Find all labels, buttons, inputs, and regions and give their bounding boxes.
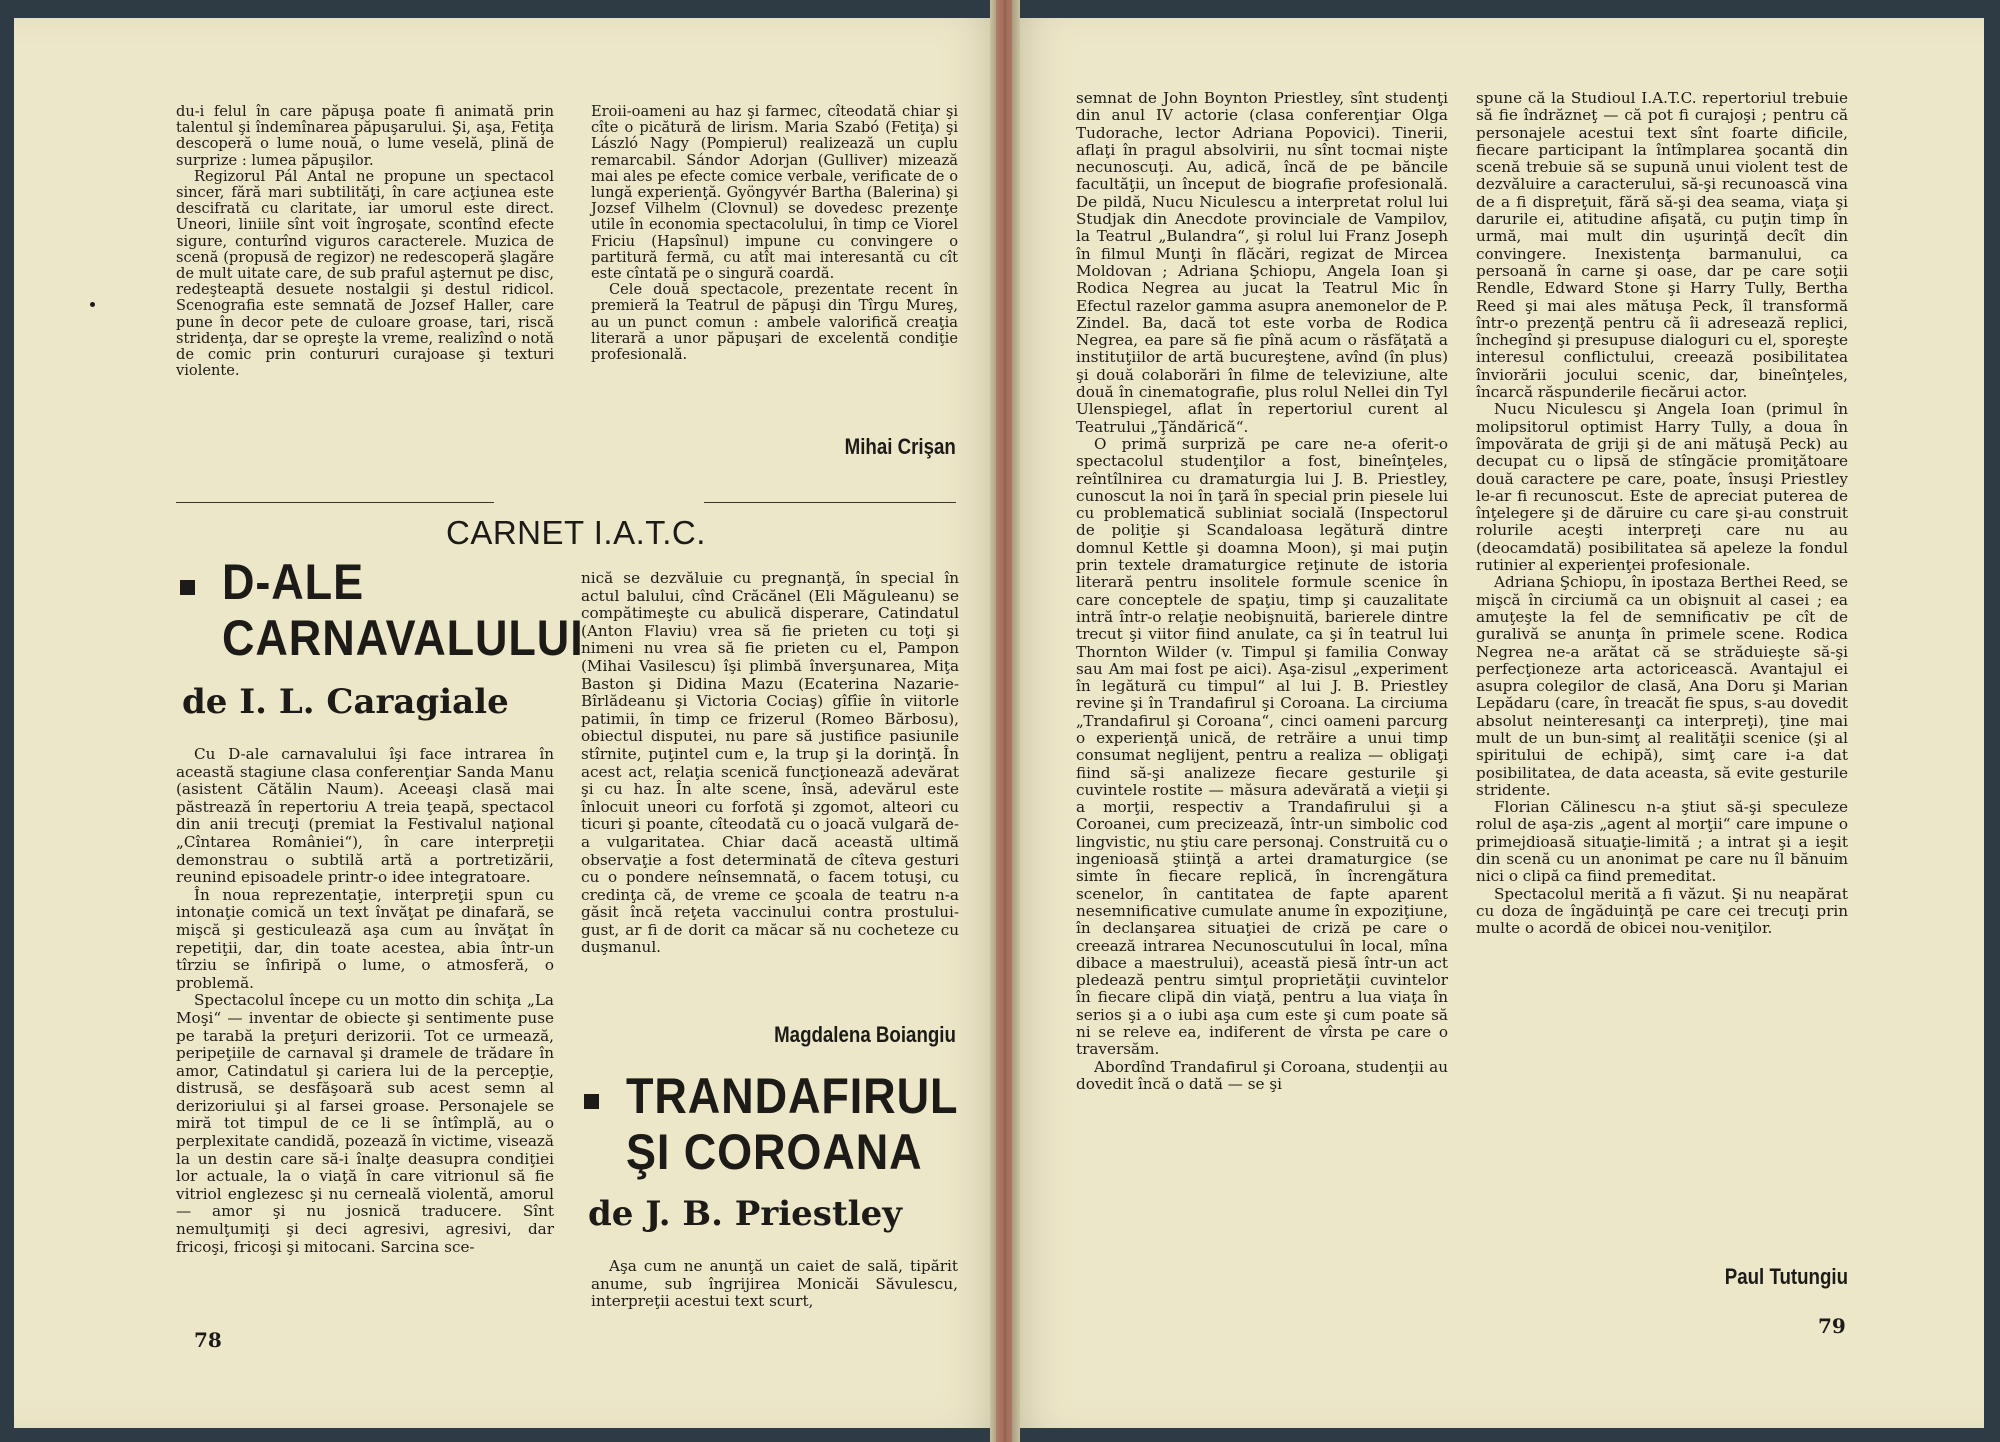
play1-author: de I. L. Caragiale <box>182 682 509 722</box>
binding-edge <box>996 0 1012 1442</box>
play2-title-line2: ŞI COROANA <box>626 1124 923 1180</box>
paragraph: Nucu Niculescu şi Angela Ioan (primul în molipsitorul optimist Harry Tully, a doua în împovărata de griji şi de ani mătuşă Peck) au decupat cu o lipsă de stîngăcie promiţătoare două caractere pe care, poate, însuşi Priestley le-ar fi recunoscut. Este de apreciat puterea de înţelegere şi de dăruire cu care şi-au construit rolurile aceşti interpreţi care nu au (deocamdată) posibilitatea să apeleze la fondul rutinier al experienţei profesionale. <box>1476 400 1848 575</box>
left-col1-top <box>176 104 554 379</box>
paragraph: În noua reprezentaţie, interpreţii spun cu intonaţie comică un text învăţat pe dinafară, se mişcă şi gesticulează aşa cum au învăţat în repetiţii, dar, din toate acestea, abia într-un tîrziu se înfiripă o lume, o atmosferă, o problemă. <box>176 885 554 992</box>
left-col2-end <box>591 1258 958 1311</box>
paragraph: spune că la Studioul I.A.T.C. repertoriul trebuie să fie îndrăzneţ — că pot fi curajoşi ; pentru că personajele acestui text sînt foarte dificile, fiecare participant la întîmplarea şocantă din scenă trebuie să se supună unui violent test de dezvăluire a caracterului, să-şi recunoască vina de a fi dispreţuit, fără să-şi dea seama, viaţa şi darurile ei, atitudine afişată, cu puţin timp în urmă, mai mult din uşurinţă decît din convingere. Inexistenţa barmanului, ca persoană în carne şi oase, dar pe care soţii Rendle, Edward Stone şi Harry Tully, Bertha Reed şi mai ales mătuşa Peck, îl transformă într-o prezenţă pentru că îi adresează replici, închegînd şi presupuse dialoguri cu el, sporeşte interesul conflictului, creează posibilitatea înviorării jocului scenic, dar, bineînţeles, încarcă răspunderile fiecărui actor. <box>1476 89 1848 402</box>
play1-title-line1: D-ALE <box>222 554 364 610</box>
paragraph: Cele două spectacole, prezentate recent în premieră la Teatrul de păpuşi din Tîrgu Mureş, au un punct comun : ambele valorifică creaţia literară a unor păpuşari de excelentă condiţie profesională. <box>591 281 958 364</box>
paragraph: Aşa cum ne anunţă un caiet de sală, tipărit anume, sub îngrijirea Monicăi Săvulescu, interpreţii acestui text scurt, <box>591 1257 958 1311</box>
play2-title-line1: TRANDAFIRUL <box>626 1068 959 1124</box>
paragraph: semnat de John Boynton Priestley, sînt studenţi din anul IV actorie (clasa conferenţiar Olga Tudorache, lector Adriana Popovici). Tinerii, aflaţi în pragul absolvirii, nu sînt tocmai nişte necunoscuţi. Au, adică, încă de pe băncile facultăţii, un început de biografie profesională. De pildă, Nucu Niculescu a interpretat rolul lui Studjak din Anecdote provinciale de Vampilov, la Teatrul „Bulandra“, şi rolul lui Franz Joseph în filmul Munţi în flăcări, regizat de Mircea Moldovan ; Adriana Şchiopu, Angela Ioan şi Rodica Negrea au jucat la Teatrul Mic în Efectul razelor gamma asupra anemonelor de P. Zindel. Ba, dacă tot este vorba de Rodica Negrea, ea pare să fie pînă acum o răsfăţată a instituţiilor de artă bucureştene, avînd (în plus) şi două colaborări în filme de televiziune, alte două în cinematografie, plus rolul Nellei din Tyl Ulenspiegel, aflat în repertoriul curent al Teatrului „Ţăndărică“. <box>1076 89 1448 436</box>
bullet-square <box>584 1094 599 1109</box>
paragraph: Eroii-oameni au haz şi farmec, cîteodată chiar şi cîte o picătură de lirism. Maria Szabó (Fetiţa) şi László Nagy (Pompierul) realizează un cuplu remarcabil. Sándor Adorjan (Gulliver) mizează mai ales pe efecte comice verbale, verificate de o lungă experienţă. Gyöngyvér Bartha (Balerina) şi Jozsef Vilhelm (Clovnul) se dovedesc prezenţe utile în economia spectacolului, în timp ce Viorel Friciu (Hapsînul) impune cu convingere o partitură fermă, cu atît mai interesantă cu cît este cîntată pe o singură coardă. <box>591 103 958 283</box>
paragraph: Florian Călinescu n-a ştiut să-şi speculeze rolul de aşa-zis „agent al morţii“ care impune o primejdioasă situaţie-limită ; a intrat şi a ieşit din scenă cu un anonimat pe care nu îl bănuim nici o clipă ca fiind premeditat. <box>1476 798 1848 886</box>
right-col3 <box>1076 90 1448 1093</box>
bullet-square <box>180 580 195 595</box>
section-rule-left <box>176 502 494 503</box>
paragraph: O primă surpriză pe care ne-a oferit-o spectacolul studenţilor a fost, bineînţeles, reîntîlnirea cu dramaturgia lui J. B. Priestley, cunoscut la noi în ţară în special prin piesele lui cu problematică subliniat socială (Inspectorul de poliţie şi Scandaloasa legătură dintre domnul Kettle şi doamna Moon), şi mai puţin prin textele dramaturgice reţinute de istoria literară pentru insolitele formule scenice în care conceptele de spaţiu, timp şi cauzalitate intră într-o relaţie neobişnuită, barierele dintre trecut şi viitor fiind anulate, ca şi în teatrul lui Thornton Wilder (v. Timpul şi familia Conway sau Am mai fost pe aici). Aşa-zisul „experiment în legătură cu timpul“ al lui J. B. Priestley revine şi în Trandafirul şi Coroana. La circiuma „Trandafirul şi Coroana“, cinci oameni parcurg o experienţă unică, de retrăire a unui timp consumat neglijent, pentru a realiza — obligaţi fiind să-şi analizeze fiecare gesturile şi cuvintele rostite — măsura adevărată a vieţii şi a morţii, respectiv a Trandafirului şi a Coroanei, cum precizează, într-un simbolic cod lingvistic, nu ştiu care personaj. Construită cu o ingenioasă ştiinţă a artei dramaturgice (se simte în fiecare replică, în încrengătura scenelor, în cantitatea de fapte aparent nesemnificative cumulate anume în expoziţiune, în declanşarea situaţiei de criză pe care o creează intrarea Necunoscutului în local, mîna dibace a maestrului), această piesă într-un act pledează pentru simţul proprietăţii cuvintelor în fiecare clipă din viaţă, pentru a lua viaţa în serios şi a o iubi aşa cum este şi cum poate să ni se releve ea, indiferent de vîrsta pe care o traversăm. <box>1076 434 1448 1059</box>
page-number-left: 78 <box>194 1328 222 1352</box>
paragraph: Cu D-ale carnavalului îşi face intrarea în această stagiune clasa conferenţiar Sanda Manu (asistent Cătălin Naum). Aceeaşi clasă mai păstrează în repertoriu A treia ţeapă, spectacol din anii trecuţi (premiat la Festivalul naţional „Cîntarea României“), în care interpreţii demonstrau o subtilă artă a portretizării, reunind episoadele printr-o idee integratoare. <box>176 745 554 887</box>
paragraph: du-i felul în care păpuşa poate fi animată prin talentul şi îndemînarea păpuşarului. Şi, aşa, Fetiţa descoperă o lume nouă, o lume veselă, plină de surprize : lumea păpuşilor. <box>176 103 554 169</box>
paragraph: Spectacolul începe cu un motto din schiţa „La Moşi“ — inventar de obiecte şi sentimente puse pe tarabă la preţuri derizorii. Tot ce urmează, peripeţiile de carnaval şi dramele de trădare în amor, Catindatul şi cariera lui de la percepţie, distrusă, se desfăşoară sub acest semn al derizoriului şi al farsei groase. Personajele se miră tot timpul de ce li se întîmplă, au o perplexitate candidă, pozează în victime, visează la un destin care să-i înalţe deasupra condiţiei lor actuale, la o viaţă în care vitrionul să fie vitriol englezesc şi nu cerneală violentă, amorul — amor şi nu josnică traducere. Sînt nemulţumiţi şi deci agresivi, agresivi, dar fricoşi, fricoşi şi mitocani. Sarcina sce- <box>176 991 554 1256</box>
left-col1-bottom <box>176 746 554 1256</box>
play1-title-line2: CARNAVALULUI <box>222 610 584 666</box>
paragraph: nică se dezvăluie cu pregnanţă, în special în actul balului, cînd Crăcănel (Eli Măguleanu) se compătimeşte cu abulică disperare, Catindatul (Anton Flaviu) vrea să fie prieten cu toţi şi nimeni nu vrea să fie prieten cu el, Pampon (Mihai Vasilescu) îşi plimbă înverşunarea, Miţa Baston şi Didina Mazu (Ecaterina Nazarie-Bîrlădeanu şi Victoria Cociaş) gîfîie în viitorle patimii, în timp ce frizerul (Romeo Bărbosu), obiectul disputei, nu pare să justifice pasiunile stîrnite, puţintel cum e, la trup şi la dorinţă. În acest act, relaţia scenică funcţionează adevărat şi cu haz. În alte scene, însă, adevărul este înlocuit uneori cu forfotă şi zgomot, alteori cu ticuri şi poante, cîteodată cu o joacă vulgară de-a vulgaritatea. Chiar dacă această ultimă observaţie a fost determinată de cîteva gesturi cu o pondere neînsemnată, o facem totuşi, cu credinţa că, de vreme ce şcoala de teatru n-a găsit încă reţeta vaccinului contra prostului-gust, ar fi de dorit ca măcar să nu cocheteze cu duşmanul. <box>581 569 959 957</box>
right-col4 <box>1476 90 1848 938</box>
left-page <box>14 18 1006 1428</box>
margin-dot <box>90 302 95 307</box>
paragraph: Regizorul Pál Antal ne propune un spectacol sincer, fără mari subtilităţi, în care acţiunea este descifrată cu claritate, iar umorul este direct. Uneori, liniile sînt voit îngroşate, scontînd efecte sigure, conturînd viguros caracterele. Muzica de scenă (propusă de regizor) ne redescoperă şlagăre de mult uitate care, de sub praful aşternut pe disc, redeşteaptă desuete nostalgii şi destul ridicol. Scenografia este semnată de Jozsef Haller, care pune în decor pete de culoare groase, tari, riscă stridenţa, dar se opreşte la vreme, realizînd o notă de comic prin contururi curajoase şi texturi violente. <box>176 167 554 380</box>
signature-mihai-crisan: Mihai Crişan <box>844 434 956 459</box>
signature-magdalena-boiangiu: Magdalena Boiangiu <box>774 1022 956 1047</box>
paragraph: Adriana Şchiopu, în ipostaza Berthei Reed, se mişcă în circiumă ca un obişnuit al casei ; ea amuţeşte la fel de semnificativ pe cît de guralivă se anunţa în primele scene. Rodica Negrea ne-a arătat că se străduieşte să-şi perfecţioneze arta actoricească. Avantajul ei asupra colegilor de clasă, Ana Doru şi Marian Lepădaru (care, în treacăt fie spus, s-au dovedit absolut neinteresanţi ca interpreţi), ţine mai mult de un bun-simţ al realităţii scenice (şi al spiritului de echipă), simţ care i-a dat posibilitatea, de data aceasta, să evite gesturile stridente. <box>1476 573 1848 799</box>
paragraph: Spectacolul merită a fi văzut. Şi nu neapărat cu doza de îngăduinţă pe care cei trecuţi prin multe o acordă de obicei nou-veniţilor. <box>1476 884 1848 938</box>
signature-paul-tutungiu: Paul Tutungiu <box>1724 1264 1848 1289</box>
paragraph: Abordînd Trandafirul şi Coroana, studenţii au dovedit încă o dată — se şi <box>1076 1057 1448 1093</box>
play2-author: de J. B. Priestley <box>588 1194 902 1234</box>
page-number-right: 79 <box>1818 1314 1846 1338</box>
section-heading: CARNET I.A.T.C. <box>446 514 706 551</box>
left-col2-top <box>591 104 958 363</box>
left-col2-bottom <box>581 570 959 957</box>
section-rule-right <box>704 502 956 503</box>
right-page <box>1006 18 1984 1428</box>
